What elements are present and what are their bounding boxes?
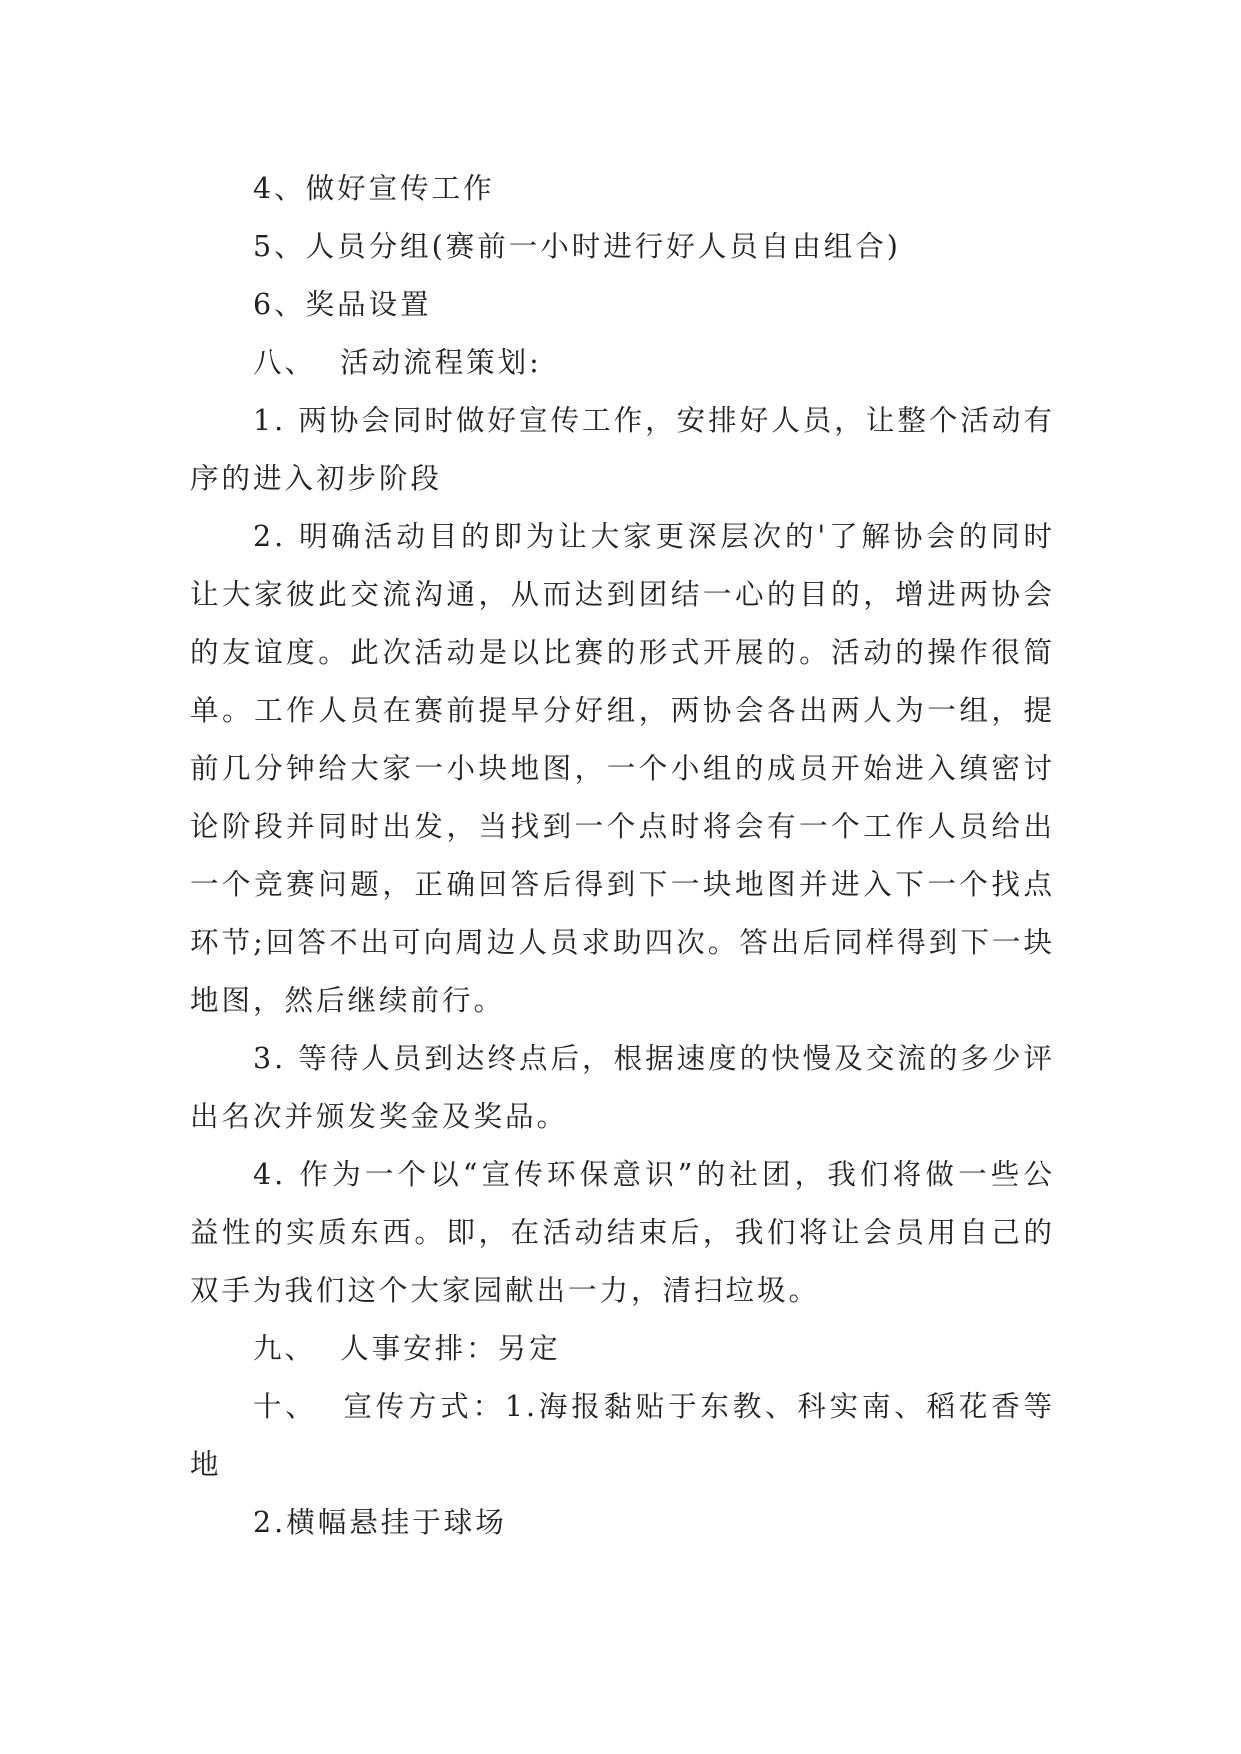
paragraph-item-6-prizes: 6、奖品设置 <box>253 288 432 321</box>
paragraph-process-step-1: 1. 两协会同时做好宣传工作，安排好人员，让整个活动有序的进入初步阶段 <box>190 404 1055 495</box>
section-heading-9-personnel: 九、 人事安排：另定 <box>253 1332 561 1365</box>
paragraph-item-5-grouping: 5、人员分组(赛前一小时进行好人员自由组合) <box>253 230 901 263</box>
paragraph-item-4-publicity: 4、做好宣传工作 <box>253 172 495 205</box>
section-heading-10-publicity-methods: 十、 宣传方式：1.海报黏贴于东教、科实南、稻花香等地 <box>190 1390 1055 1481</box>
paragraph-process-step-4: 4. 作为一个以“宣传环保意识”的社团，我们将做一些公益性的实质东西。即，在活动结束后，我们将让会员用自己的双手为我们这个大家园献出一力，清扫垃圾。 <box>190 1158 1055 1307</box>
paragraph-process-step-2: 2. 明确活动目的即为让大家更深层次的'了解协会的同时让大家彼此交流沟通，从而达到团结一心的目的，增进两协会的友谊度。此次活动是以比赛的形式开展的。活动的操作很简单。工作人员在赛前提早分好组，两协会各出两人为一组，提前几分钟给大家一小块地图，一个小组的成员开始进入缜密讨论阶段并同时出发，当找到一个点时将会有一个工作人员给出一个竞赛问题，正确回答后得到下一块地图并进入下一个找点环节;回答不出可向周边人员求助四次。答出后同样得到下一块地图，然后继续前行。 <box>190 520 1055 1017</box>
section-heading-8-activity-process: 八、 活动流程策划: <box>253 346 542 379</box>
document-body <box>190 160 1055 1552</box>
paragraph-publicity-method-2: 2.横幅悬挂于球场 <box>253 1506 507 1539</box>
paragraph-process-step-3: 3. 等待人员到达终点后，根据速度的快慢及交流的多少评出名次并颁发奖金及奖品。 <box>190 1042 1055 1133</box>
